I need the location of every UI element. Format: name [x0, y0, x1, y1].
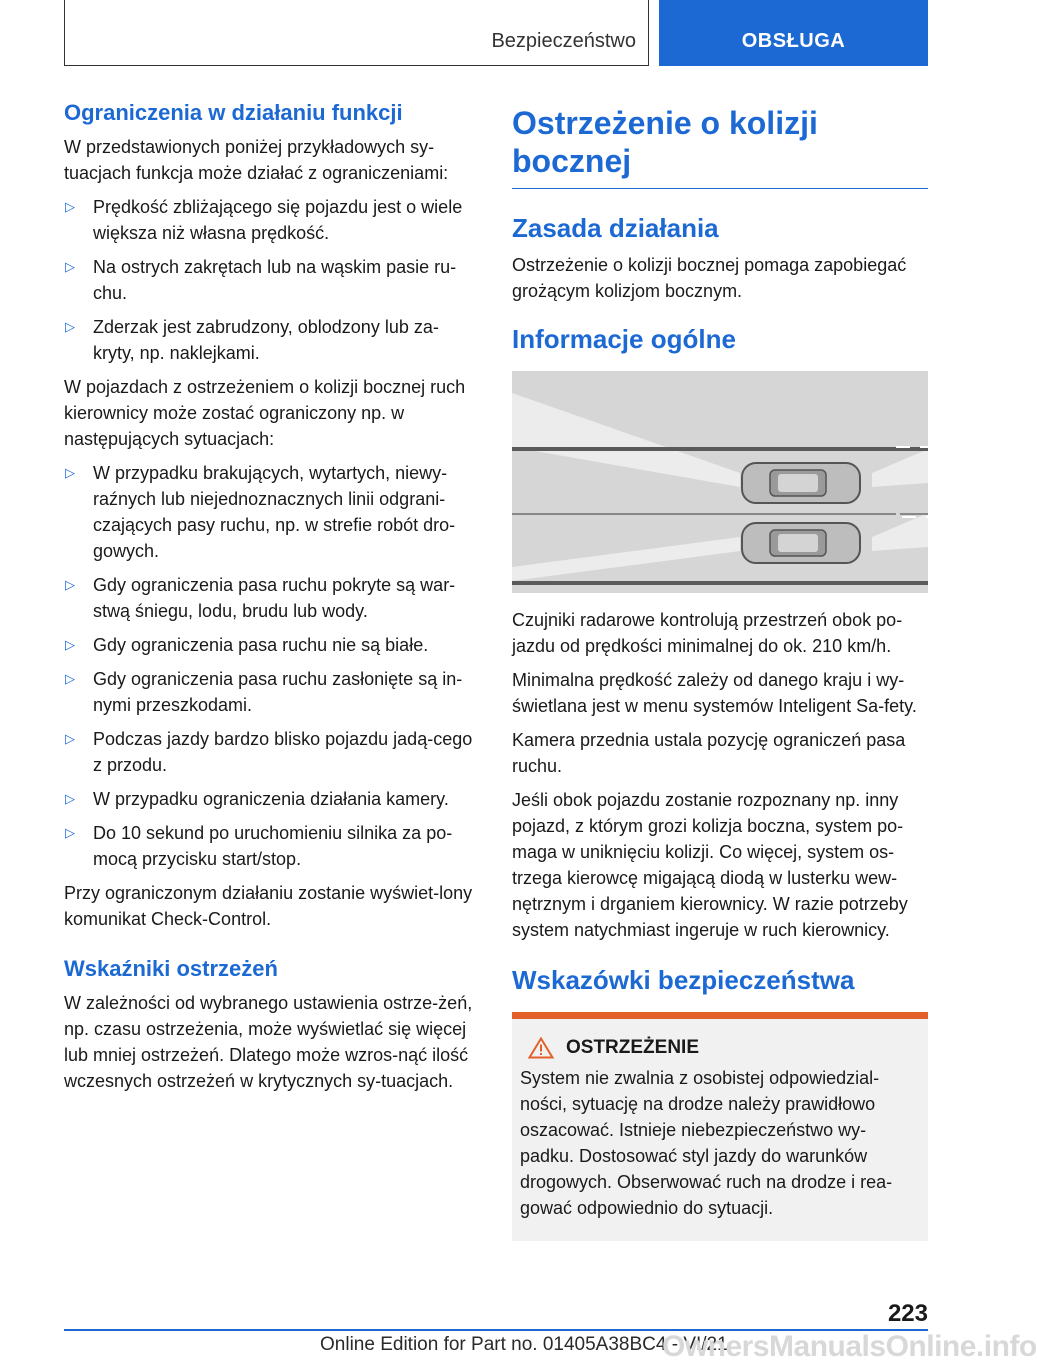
heading-safety: Wskazówki bezpieczeństwa	[512, 965, 855, 995]
paragraph-radar: Czujniki radarowe kontrolują przestrzeń obok po-jazdu od prędkości minimalnej do ok. 210 km/h.	[512, 610, 903, 656]
paragraph-intro: W przedstawionych poniżej przykładowych sy-tuacjach funkcja może działać z ograniczeniami:	[64, 137, 449, 183]
list-item: ▷ Gdy ograniczenia pasa ruchu pokryte są war-stwą śniegu, lodu, brudu lub wody.	[64, 572, 476, 624]
steering-limit-list	[64, 460, 476, 872]
car-top-icon	[742, 463, 860, 503]
list-item: ▷ Podczas jazdy bardzo blisko pojazdu jadą-cego z przodu.	[64, 726, 476, 778]
bullet-triangle-icon: ▷	[65, 731, 75, 746]
header-chapter-tab: OBSŁUGA	[659, 0, 928, 66]
list-item: ▷ W przypadku brakujących, wytartych, niewy-raźnych lub niejednoznacznych linii odgrani-czających pasy ruchu, np. w strefie robót dro-gowych.	[64, 460, 476, 564]
warning-triangle-icon	[528, 1037, 554, 1059]
warning-header	[520, 1037, 918, 1059]
warning-box	[512, 1012, 928, 1241]
list-item: ▷ Gdy ograniczenia pasa ruchu zasłonięte są in-nymi przeszkodami.	[64, 666, 476, 718]
heading-principle: Zasada działania	[512, 213, 719, 243]
paragraph-check-control: Przy ograniczonym działaniu zostanie wyświet-lony komunikat Check-Control.	[64, 883, 473, 929]
bullet-triangle-icon: ▷	[65, 825, 75, 840]
bullet-triangle-icon: ▷	[65, 577, 75, 592]
list-item: ▷ Do 10 sekund po uruchomieniu silnika za po-mocą przycisku start/stop.	[64, 820, 476, 872]
heading-warning-indicators: Wskaźniki ostrzeżeń	[64, 956, 278, 981]
paragraph-principle: Ostrzeżenie o kolizji bocznej pomaga zapobiegać grożącym kolizjom bocznym.	[512, 255, 907, 301]
bullet-triangle-icon: ▷	[65, 637, 75, 652]
radar-diagram-svg	[512, 371, 928, 593]
warning-title: OSTRZEŻENIE	[566, 1037, 700, 1058]
bullet-triangle-icon: ▷	[65, 199, 75, 214]
radar-coverage-illustration	[512, 371, 928, 593]
bullet-triangle-icon: ▷	[65, 465, 75, 480]
list-item: ▷ Gdy ograniczenia pasa ruchu nie są białe.	[64, 632, 476, 658]
list-item: ▷ Na ostrych zakrętach lub na wąskim pasie ru-chu.	[64, 254, 476, 306]
car-bottom-icon	[742, 523, 860, 563]
left-column	[64, 100, 476, 1102]
bullet-triangle-icon: ▷	[65, 259, 75, 274]
heading-limitations: Ograniczenia w działaniu funkcji	[64, 100, 403, 125]
paragraph-indicators: W zależności od wybranego ustawienia ostrze-żeń, np. czasu ostrzeżenia, może wyświetlać się więcej lub mniej ostrzeżeń. Dlatego może wzros-nąć ilość wczesnych ostrzeżeń w krytycznych sy-tuacjach.	[64, 993, 473, 1091]
page-header	[64, 0, 928, 66]
limitations-list	[64, 194, 476, 366]
paragraph-min-speed: Minimalna prędkość zależy od danego kraju i wy-świetlana jest w menu systemów Inteligent Sa-fety.	[512, 670, 917, 716]
bullet-triangle-icon: ▷	[65, 671, 75, 686]
warning-text: System nie zwalnia z osobistej odpowiedzial-ności, sytuację na drodze należy prawidłowo oszacować. Istnieje niebezpieczeństwo wy-padku. Dostosować styl jazdy do warunków drogowych. Obserwować ruch na drodze i rea-gować odpowiednio do sytuacji.	[520, 1068, 893, 1218]
right-column	[512, 104, 928, 1241]
list-item: ▷ Prędkość zbliżającego się pojazdu jest o wiele większa niż własna prędkość.	[64, 194, 476, 246]
header-section-box	[64, 0, 649, 66]
heading-general-info: Informacje ogólne	[512, 324, 736, 354]
list-item: ▷ W przypadku ograniczenia działania kamery.	[64, 786, 476, 812]
footer-edition: Online Edition for Part no. 01405A38BC4 - VI/21	[320, 1334, 728, 1355]
bullet-triangle-icon: ▷	[65, 319, 75, 334]
page-title: Ostrzeżenie o kolizji bocznej	[512, 104, 928, 189]
paragraph-camera: Kamera przednia ustala pozycję ograniczeń pasa ruchu.	[512, 730, 906, 776]
page-number: 223	[887, 1300, 928, 1327]
paragraph-steering: W pojazdach z ostrzeżeniem o kolizji bocznej ruch kierownicy może zostać ograniczony np. w następujących sytuacjach:	[64, 377, 466, 449]
paragraph-detection: Jeśli obok pojazdu zostanie rozpoznany np. inny pojazd, z którym grozi kolizja boczna, system po-maga w uniknięciu kolizji. Co więcej, system os-trzega kierowcę migającą diodą w lusterku wew-nętrznym i drganiem kierownicy. W razie potrzeby system natychmiast ingeruje w ruch kierownicy.	[512, 790, 908, 940]
bullet-triangle-icon: ▷	[65, 791, 75, 806]
list-item: ▷ Zderzak jest zabrudzony, oblodzony lub za-kryty, np. naklejkami.	[64, 314, 476, 366]
watermark: OwnersManualsOnline.info	[662, 1330, 1037, 1363]
header-section-title: Bezpieczeństwo	[491, 30, 636, 52]
